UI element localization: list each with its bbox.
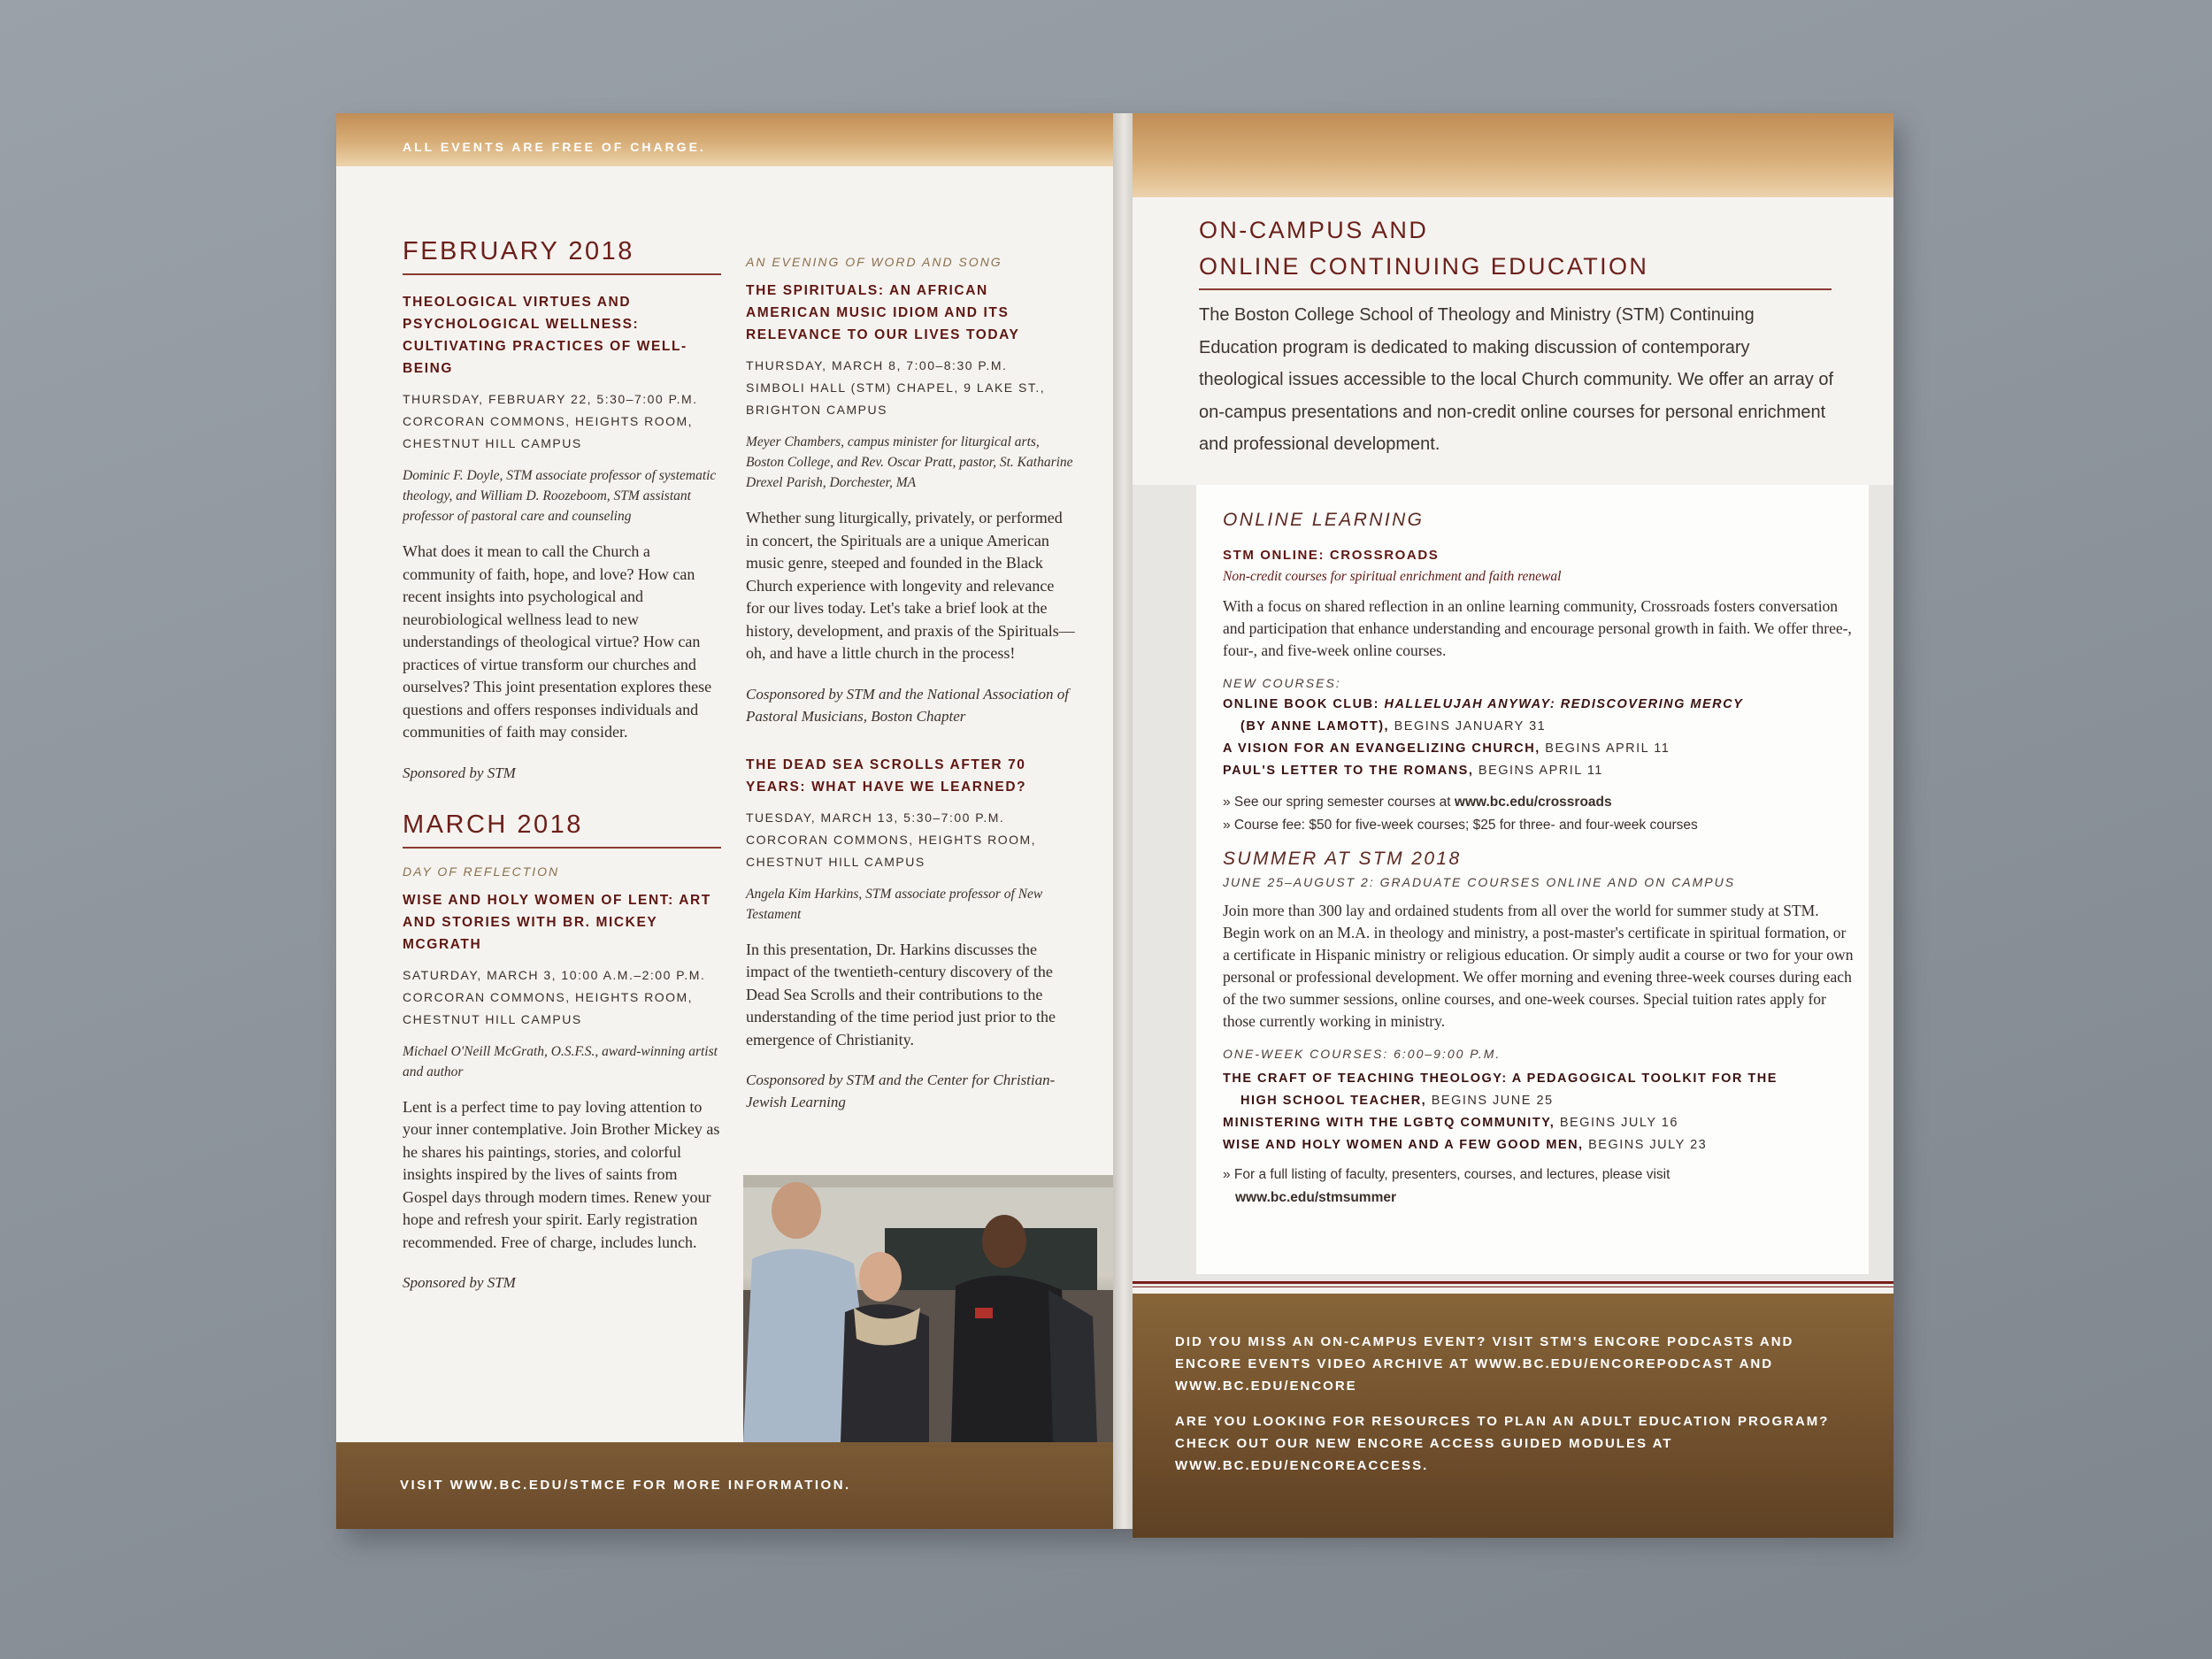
event-title: THEOLOGICAL VIRTUES AND PSYCHOLOGICAL WELLNESS: CULTIVATING PRACTICES OF WELL-BEING xyxy=(403,295,687,376)
event-location: CORCORAN COMMONS, HEIGHTS ROOM, xyxy=(403,989,694,1004)
event-time: THURSDAY, FEBRUARY 22, 5:30–7:00 P.M. xyxy=(403,392,698,406)
summer-description: Join more than 300 lay and ordained students from all over the world for summer study at STM. Begin work on an M.A. in theology and ministry, a post-master's certificate in spiritual formation, or a certificate in Hispanic ministry or religious education. Or simply audit a course or two for your own personal or professional development. We offer morning and evening three-week courses during each of the two summer sessions, online courses, and one-week courses. Special tuition rates apply for those currently working in ministry. xyxy=(1223,902,1854,1030)
crossroads-description: With a focus on shared reflection in an online learning community, Crossroads fosters conversation and participation that enhance understanding and encourage personal growth in faith. We offer three-, four-, and five-week online courses. xyxy=(1223,597,1852,659)
event-presenters: Angela Kim Harkins, STM associate professor of New Testament xyxy=(746,886,1043,922)
top-gold-band xyxy=(1133,113,1893,197)
february-heading: FEBRUARY 2018 xyxy=(403,237,721,275)
course-title: THE CRAFT OF TEACHING THEOLOGY: A PEDAGOGICAL TOOLKIT FOR THE xyxy=(1223,1071,1778,1086)
bullet-item: » For a full listing of faculty, presenters, courses, and lectures, please visit xyxy=(1223,1167,1671,1182)
right-footer-band xyxy=(1133,1294,1893,1538)
right-column xyxy=(746,255,1075,1140)
bullet-text: » See our spring semester courses at xyxy=(1223,795,1455,810)
course-item xyxy=(1223,1068,1855,1112)
march-heading: MARCH 2018 xyxy=(403,810,721,849)
course-title: MINISTERING WITH THE LGBTQ COMMUNITY, xyxy=(1223,1116,1555,1130)
right-panel xyxy=(1133,113,1893,1538)
course-title: PAUL'S LETTER TO THE ROMANS, xyxy=(1223,764,1474,778)
event-details xyxy=(403,388,721,455)
continuing-education-heading xyxy=(1199,212,1832,290)
course-begins: BEGINS JANUARY 31 xyxy=(1389,719,1547,733)
course-item xyxy=(1223,1134,1855,1156)
event-time: SATURDAY, MARCH 3, 10:00 A.M.–2:00 P.M. xyxy=(403,967,706,982)
event-location: CORCORAN COMMONS, HEIGHTS ROOM, xyxy=(403,414,694,428)
crossroads-link[interactable]: www.bc.edu/crossroads xyxy=(1454,795,1612,810)
courses-card xyxy=(1196,485,1869,1281)
event-campus: CHESTNUT HILL CAMPUS xyxy=(403,436,582,450)
event-sponsor: Cosponsored by STM and the National Association of Pastoral Musicians, Boston Chapter xyxy=(746,685,1070,725)
course-title: HALLELUJAH ANYWAY: REDISCOVERING MERCY xyxy=(1384,697,1744,711)
crossroads-subtitle: Non-credit courses for spiritual enrichment and faith renewal xyxy=(1223,569,1562,584)
course-begins: BEGINS JULY 23 xyxy=(1583,1138,1708,1152)
more-info-link[interactable]: VISIT WWW.BC.EDU/STMCE FOR MORE INFORMATION. xyxy=(400,1478,851,1493)
event-details xyxy=(403,964,721,1031)
event-presenters: Meyer Chambers, campus minister for liturgical arts, Boston College, and Rev. Oscar Pratt, pastor, St. Katharine Drexel Parish, Dorchester, MA xyxy=(746,434,1073,490)
course-item xyxy=(1223,694,1855,738)
left-column xyxy=(403,237,721,1320)
course-item xyxy=(1223,760,1855,782)
bullet-item: » Course fee: $50 for five-week courses; $25 for three- and four-week courses xyxy=(1223,817,1698,833)
event-details xyxy=(746,355,1075,421)
course-begins: BEGINS JUNE 25 xyxy=(1426,1094,1554,1108)
event-kicker: DAY OF REFLECTION xyxy=(403,864,560,879)
one-week-label: ONE-WEEK COURSES: 6:00–9:00 P.M. xyxy=(1223,1047,1502,1061)
event-title: WISE AND HOLY WOMEN OF LENT: ART AND STORIES WITH BR. MICKEY MCGRATH xyxy=(403,892,711,952)
course-title-cont: HIGH SCHOOL TEACHER, xyxy=(1240,1094,1427,1108)
event-photo xyxy=(743,1175,1115,1442)
course-begins: BEGINS APRIL 11 xyxy=(1473,764,1603,778)
event-kicker: AN EVENING OF WORD AND SONG xyxy=(746,255,1002,269)
top-gold-band xyxy=(336,113,1115,166)
free-of-charge-note: ALL EVENTS ARE FREE OF CHARGE. xyxy=(403,140,706,154)
course-begins: BEGINS JULY 16 xyxy=(1555,1116,1678,1130)
event-details xyxy=(746,807,1075,873)
heading-line-1: ON-CAMPUS AND xyxy=(1199,217,1429,243)
event-campus: CHESTNUT HILL CAMPUS xyxy=(746,854,926,869)
divider-rules xyxy=(1133,1274,1893,1294)
event-presenters: Dominic F. Doyle, STM associate professor of systematic theology, and William D. Roozeboom, STM assistant professor of pastoral care and counseling xyxy=(403,468,717,524)
course-prefix: ONLINE BOOK CLUB: xyxy=(1223,697,1385,711)
left-footer-band xyxy=(336,1442,1115,1529)
event-sponsor: Cosponsored by STM and the Center for Christian-Jewish Learning xyxy=(746,1071,1056,1110)
event-sponsor: Sponsored by STM xyxy=(403,1274,516,1291)
event-description: What does it mean to call the Church a community of faith, hope, and love? How can recent insights into psychological and neurobiological wellness lead to new understandings of theological virtue? How can practices of virtue transform our churches and ourselves? This joint presentation explores these questions and offers responses individuals and communities of faith may consider. xyxy=(403,542,712,741)
event-title: THE DEAD SEA SCROLLS AFTER 70 YEARS: WHAT HAVE WE LEARNED? xyxy=(746,757,1027,795)
encore-access-note: ARE YOU LOOKING FOR RESOURCES TO PLAN AN ADULT EDUCATION PROGRAM? CHECK OUT OUR NEW ENCORE ACCESS GUIDED MODULES AT WWW.BC.EDU/ENCOREACCESS. xyxy=(1175,1414,1830,1473)
left-panel xyxy=(336,113,1115,1529)
event-campus: CHESTNUT HILL CAMPUS xyxy=(403,1011,582,1026)
course-item xyxy=(1223,738,1855,760)
course-title: A VISION FOR AN EVANGELIZING CHURCH, xyxy=(1223,741,1540,756)
event-time: TUESDAY, MARCH 13, 5:30–7:00 P.M. xyxy=(746,810,1005,825)
summer-kicker: JUNE 25–AUGUST 2: GRADUATE COURSES ONLINE AND ON CAMPUS xyxy=(1223,875,1736,889)
event-time: THURSDAY, MARCH 8, 7:00–8:30 P.M. xyxy=(746,358,1008,373)
heading-line-2: ONLINE CONTINUING EDUCATION xyxy=(1199,253,1649,280)
stmsummer-link[interactable]: www.bc.edu/stmsummer xyxy=(1235,1189,1397,1205)
event-description: Lent is a perfect time to pay loving attention to your inner contemplative. Join Brother Mickey as he shares his paintings, stories, and colorful insights inspired by the lives of saints from Gospel days through modern times. Renew your hope and refresh your spirit. Early registration recommended. Free of charge, includes lunch. xyxy=(403,1097,720,1251)
brochure-spine xyxy=(1113,113,1134,1529)
summer-heading: SUMMER AT STM 2018 xyxy=(1223,849,1462,869)
course-title: WISE AND HOLY WOMEN AND A FEW GOOD MEN, xyxy=(1223,1138,1584,1152)
course-begins: BEGINS APRIL 11 xyxy=(1540,741,1671,756)
intro-paragraph: The Boston College School of Theology and Ministry (STM) Continuing Education program is dedicated to making discussion of contemporary theological issues accessible to the local Church community. We offer an array of on-campus presentations and non-credit online courses for personal enrichment and professional development. xyxy=(1199,305,1834,454)
course-item xyxy=(1223,1112,1855,1134)
event-sponsor: Sponsored by STM xyxy=(403,764,516,781)
bullet-item xyxy=(1223,791,1855,814)
event-presenters: Michael O'Neill McGrath, O.S.F.S., award-winning artist and author xyxy=(403,1043,718,1079)
event-description: In this presentation, Dr. Harkins discusses the impact of the twentieth-century discovery of the Dead Sea Scrolls and their contributions to the understanding of the time period just prior to the emergence of Christianity. xyxy=(746,940,1056,1048)
event-title: THE SPIRITUALS: AN AFRICAN AMERICAN MUSIC IDIOM AND ITS RELEVANCE TO OUR LIVES TODAY xyxy=(746,283,1020,342)
encore-podcast-note: DID YOU MISS AN ON-CAMPUS EVENT? VISIT STM'S ENCORE PODCASTS AND ENCORE EVENTS VIDEO ARCHIVE AT WWW.BC.EDU/ENCOREPODCAST AND WWW.BC.EDU/ENCORE xyxy=(1175,1334,1794,1394)
event-location: SIMBOLI HALL (STM) CHAPEL, 9 LAKE ST., xyxy=(746,380,1046,395)
event-description: Whether sung liturgically, privately, or performed in concert, the Spirituals are a unique American music genre, steeped and founded in the Black Church experience with longevity and relevance for our lives today. Let's take a brief look at the history, development, and praxis of the Spirituals—oh, and have a little church in the process! xyxy=(746,509,1075,662)
event-location: CORCORAN COMMONS, HEIGHTS ROOM, xyxy=(746,832,1037,847)
online-learning-heading: ONLINE LEARNING xyxy=(1223,510,1425,530)
event-campus: BRIGHTON CAMPUS xyxy=(746,403,887,417)
course-title-cont: (BY ANNE LAMOTT), xyxy=(1240,719,1390,733)
crossroads-title: STM ONLINE: CROSSROADS xyxy=(1223,548,1440,563)
new-courses-label: NEW COURSES: xyxy=(1223,676,1341,690)
